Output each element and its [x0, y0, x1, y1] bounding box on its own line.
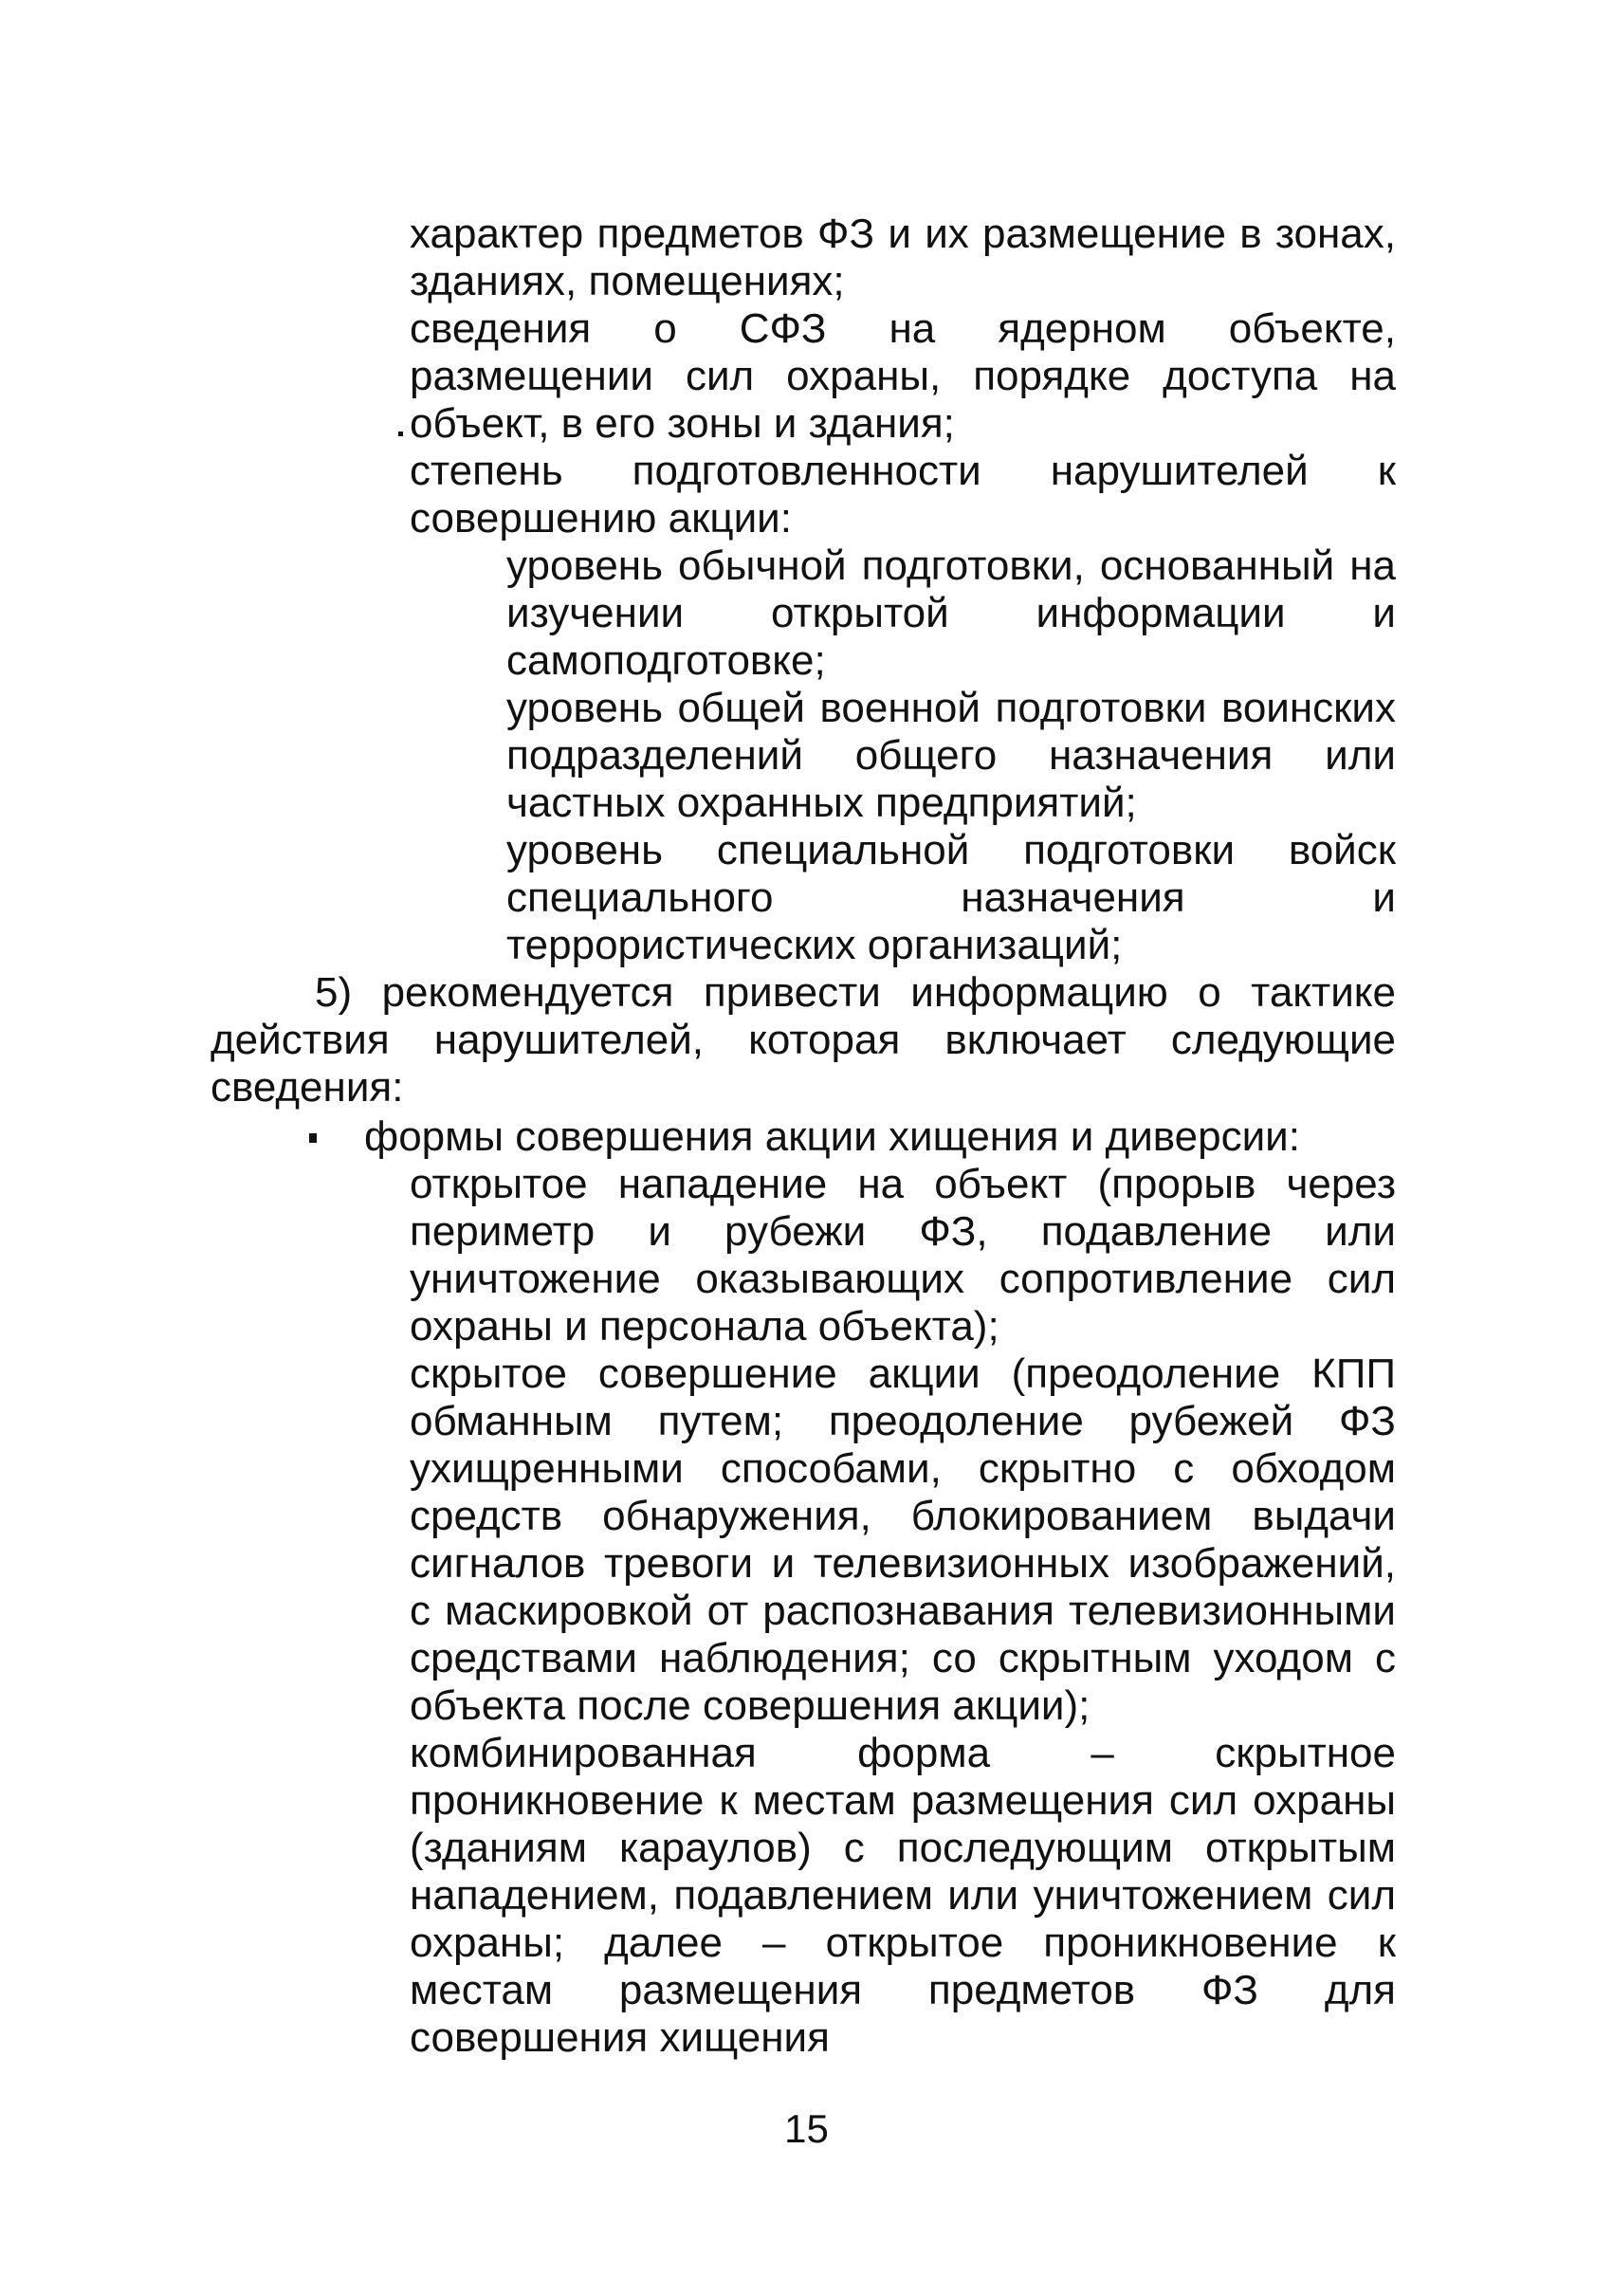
- list-item: характер предметов ФЗ и их размещение в зонах, зданиях, помещениях;: [410, 211, 1396, 304]
- sub-list-item: уровень общей военной подготовки воинских подразделений общего назначения или частных охранных предприятий;: [506, 685, 1396, 826]
- page-number: 15: [784, 2106, 829, 2151]
- sub-list-item: уровень специальной подготовки войск специального назначения и террористических организаций;: [506, 827, 1396, 968]
- scan-artifact-dot: [398, 432, 403, 436]
- list-item: сведения о СФЗ на ядерном объекте, размещении сил охраны, порядке доступа на объект, в его зоны и здания;: [410, 305, 1396, 447]
- form-item: комбинированная форма – скрытное проникновение к местам размещения сил охраны (зданиям караулов) с последующим открытым нападением, подавлением или уничтожением сил охраны; далее – открытое проникновение к местам размещения предметов ФЗ для совершения хищения: [410, 1730, 1396, 2061]
- form-item: открытое нападение на объект (прорыв через периметр и рубежи ФЗ, подавление или уничтожение оказывающих сопротивление сил охраны и персонала объекта);: [410, 1161, 1396, 1350]
- list-item: степень подготовленности нарушителей к совершению акции:: [410, 448, 1396, 542]
- form-item: скрытое совершение акции (преодоление КПП обманным путем; преодоление рубежей ФЗ ухищренными способами, скрытно с обходом средств обнаружения, блокированием выдачи сигналов тревоги и телевизионных изображений, с маскировкой от распознавания телевизионными средствами наблюдения; со скрытным уходом с объекта после совершения акции);: [410, 1350, 1396, 1729]
- paragraph-5: 5) рекомендуется привести информацию о тактике действия нарушителей, которая включает следующие сведения:: [211, 969, 1396, 1111]
- bullet-icon: [309, 1133, 317, 1143]
- bullet-item: формы совершения акции хищения и диверсии:: [364, 1113, 1300, 1160]
- sub-list-item: уровень обычной подготовки, основанный на изучении открытой информации и самоподготовке;: [506, 542, 1396, 684]
